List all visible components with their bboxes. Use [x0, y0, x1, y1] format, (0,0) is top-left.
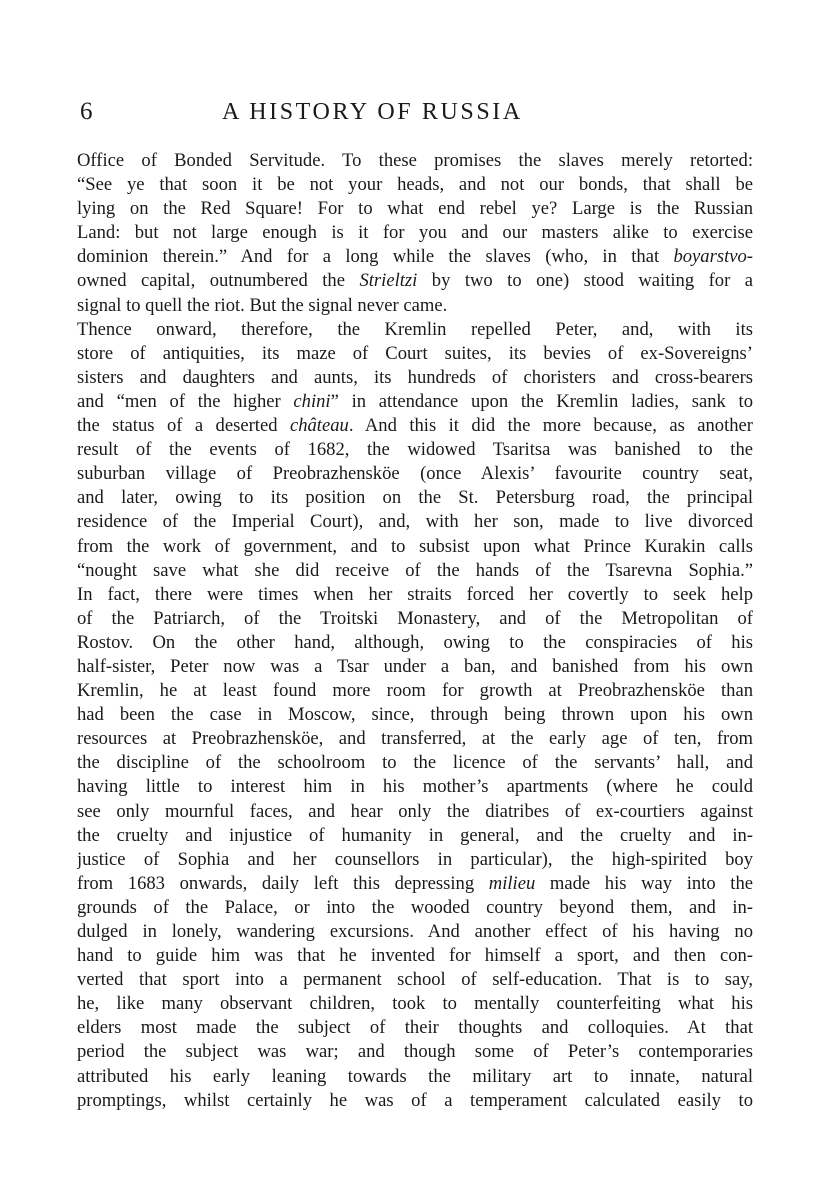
text-segment: the status of a deserted — [77, 415, 290, 437]
text-segment: “See ye that soon it be not your heads, and not our bonds, that shall be — [77, 174, 753, 196]
text-line — [77, 1089, 753, 1113]
text-segment: owned capital, outnumbered the — [77, 270, 360, 292]
body-text — [77, 149, 753, 1113]
text-segment: Thence onward, therefore, the Kremlin repelled Peter, and, with its — [77, 318, 753, 340]
text-segment: lying on the Red Square! For to what end rebel ye? Large is the Russian — [77, 198, 753, 220]
italic-text: château — [289, 415, 349, 437]
text-segment: hand to guide him was that he invented for himself a sport, and then con- — [77, 945, 753, 967]
text-segment: dominion therein.” And for a long while the slaves (who, in that — [77, 246, 674, 268]
text-segment: the discipline of the schoolroom to the licence of the servants’ hall, and — [77, 752, 753, 774]
text-line — [77, 968, 753, 992]
text-line — [77, 655, 753, 679]
text-line — [77, 414, 753, 438]
text-segment: justice of Sophia and her counsellors in particular), the high-spirited boy — [77, 848, 753, 870]
text-segment: see only mournful faces, and hear only the diatribes of ex-courtiers against — [77, 800, 753, 822]
text-segment: suburban village of Preobrazhensköe (once Alexis’ favourite country seat, — [77, 463, 753, 485]
text-line — [77, 751, 753, 775]
italic-text: boyarstvo — [673, 246, 747, 268]
text-line — [77, 269, 753, 293]
page-number: 6 — [80, 98, 93, 125]
text-segment: and later, owing to its position on the St. Petersburg road, the principal — [77, 487, 753, 509]
text-segment: - — [746, 246, 753, 268]
text-segment: ” in attendance upon the Kremlin ladies, sank to — [330, 390, 753, 412]
text-segment: the cruelty and injustice of humanity in general, and the cruelty and in- — [77, 824, 753, 846]
text-segment: grounds of the Palace, or into the wooded country beyond them, and in- — [77, 896, 753, 918]
text-line — [77, 318, 753, 342]
text-segment: Land: but not large enough is it for you and our masters alike to exercise — [77, 222, 753, 244]
running-head-title: A HISTORY OF RUSSIA — [222, 99, 523, 125]
text-line — [77, 631, 753, 655]
text-line — [77, 896, 753, 920]
text-line — [77, 607, 753, 631]
text-line — [77, 1016, 753, 1040]
text-segment: Kremlin, he at least found more room for growth at Preobrazhensköe than — [77, 680, 753, 702]
text-segment: attributed his early leaning towards the military art to innate, natural — [77, 1065, 753, 1087]
text-segment: he, like many observant children, took to mentally counterfeiting what his — [77, 993, 753, 1015]
text-segment: of the Patriarch, of the Troitski Monastery, and of the Metropolitan of — [77, 607, 753, 629]
text-line — [77, 824, 753, 848]
text-segment: Rostov. On the other hand, although, owing to the conspiracies of his — [77, 631, 753, 653]
text-line — [77, 1065, 753, 1089]
text-line — [77, 438, 753, 462]
text-segment: by two to one) stood waiting for a — [417, 270, 753, 292]
text-segment: made his way into the — [535, 872, 753, 894]
text-segment: period the subject was war; and though some of Peter’s contemporaries — [77, 1041, 753, 1063]
text-line — [77, 727, 753, 751]
text-segment: . And this it did the more because, as another — [348, 415, 753, 437]
text-line — [77, 679, 753, 703]
text-segment: result of the events of 1682, the widowed Tsaritsa was banished to the — [77, 439, 753, 461]
text-segment: sisters and daughters and aunts, its hundreds of choristers and cross-bearers — [77, 366, 753, 388]
text-line — [77, 703, 753, 727]
text-segment: store of antiquities, its maze of Court suites, its bevies of ex-Sovereigns’ — [77, 342, 753, 364]
italic-text: chini — [293, 390, 331, 412]
text-segment: residence of the Imperial Court), and, with her son, made to live divorced — [77, 511, 753, 533]
text-line — [77, 221, 753, 245]
text-line — [77, 944, 753, 968]
text-segment: promptings, whilst certainly he was of a temperament calculated easily to — [77, 1089, 753, 1111]
text-segment: elders most made the subject of their thoughts and colloquies. At that — [77, 1017, 753, 1039]
italic-text: milieu — [488, 872, 536, 894]
text-segment: and “men of the higher — [77, 390, 294, 412]
text-segment: “nought save what she did receive of the hands of the Tsarevna Sophia.” — [77, 559, 753, 581]
text-segment: Office of Bonded Servitude. To these promises the slaves merely retorted: — [77, 150, 753, 171]
text-segment: dulged in lonely, wandering excursions. And another effect of his having no — [77, 921, 753, 942]
text-line — [77, 872, 753, 896]
text-line — [77, 245, 753, 269]
text-line — [77, 992, 753, 1016]
italic-text: Strieltzi — [359, 270, 418, 292]
text-line — [77, 583, 753, 607]
text-segment: having little to interest him in his mother’s apartments (where he could — [77, 776, 753, 798]
text-line — [77, 366, 753, 390]
text-line — [77, 149, 753, 173]
text-line — [77, 510, 753, 534]
text-line — [77, 197, 753, 221]
text-line — [77, 775, 753, 799]
text-line — [77, 800, 753, 824]
text-segment: signal to quell the riot. But the signal never came. — [77, 294, 448, 316]
text-segment: had been the case in Moscow, since, through being thrown upon his own — [77, 704, 753, 726]
text-line — [77, 535, 753, 559]
text-line — [77, 390, 753, 414]
text-segment: In fact, there were times when her straits forced her covertly to seek help — [77, 583, 753, 605]
text-line — [77, 462, 753, 486]
text-segment: resources at Preobrazhensköe, and transferred, at the early age of ten, from — [77, 728, 753, 750]
text-line — [77, 342, 753, 366]
text-segment: from the work of government, and to subsist upon what Prince Kurakin calls — [77, 535, 753, 557]
text-line — [77, 848, 753, 872]
text-line — [77, 1040, 753, 1064]
text-segment: from 1683 onwards, daily left this depressing — [77, 872, 489, 894]
text-line — [77, 294, 753, 318]
text-line — [77, 920, 753, 944]
text-line — [77, 486, 753, 510]
text-segment: verted that sport into a permanent school of self-education. That is to say, — [77, 969, 753, 991]
text-line — [77, 559, 753, 583]
text-segment: half-sister, Peter now was a Tsar under a ban, and banished from his own — [77, 655, 753, 677]
text-line — [77, 173, 753, 197]
